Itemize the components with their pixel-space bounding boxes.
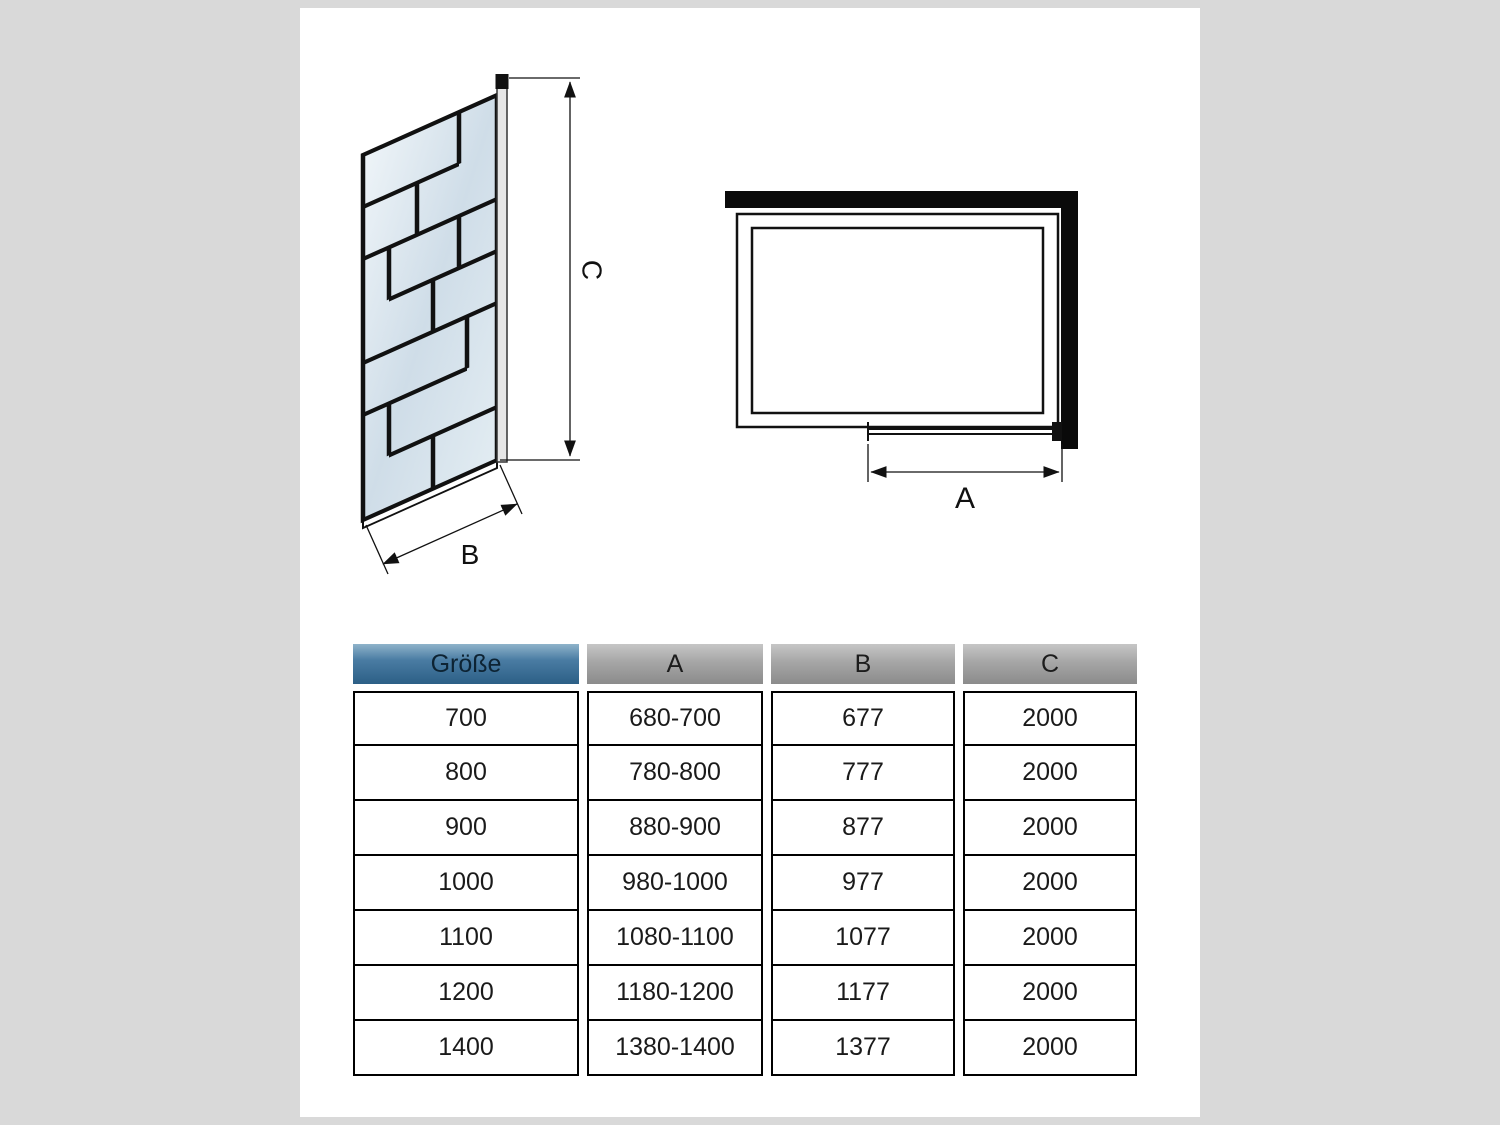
support-bar <box>868 429 1061 434</box>
table-cell: 1080-1100 <box>587 911 763 966</box>
table-cell: 880-900 <box>587 801 763 856</box>
top-wall <box>725 191 1078 208</box>
table-cell: 1077 <box>771 911 955 966</box>
top-view <box>725 191 1078 515</box>
table-cell: 680-700 <box>587 691 763 746</box>
table-cell: 777 <box>771 746 955 801</box>
table-cell: 2000 <box>963 856 1137 911</box>
table-cell: 1100 <box>353 911 579 966</box>
glass-pane <box>363 95 497 520</box>
table-cell: 1377 <box>771 1021 955 1076</box>
table-cell: 1200 <box>353 966 579 1021</box>
table-cell: 780-800 <box>587 746 763 801</box>
dimension-c <box>500 78 580 460</box>
support-bar-wall-bracket <box>1052 422 1062 441</box>
technical-drawing <box>300 8 1200 633</box>
glass-outline-inner <box>752 228 1043 413</box>
table-cell: 700 <box>353 691 579 746</box>
table-cell: 877 <box>771 801 955 856</box>
table-cell: 800 <box>353 746 579 801</box>
table-cell: 1380-1400 <box>587 1021 763 1076</box>
table-cell: 2000 <box>963 746 1137 801</box>
wall-profile-cap <box>496 74 509 89</box>
col-header-a: A <box>587 644 763 684</box>
table-cell: 1177 <box>771 966 955 1021</box>
table-cell: 980-1000 <box>587 856 763 911</box>
right-wall <box>1061 191 1078 449</box>
size-table-header <box>353 644 1137 684</box>
product-sheet-page <box>300 8 1200 1117</box>
table-cell: 900 <box>353 801 579 856</box>
glass-outline-outer <box>737 214 1058 427</box>
size-table <box>353 644 1137 1076</box>
col-header-b: B <box>771 644 955 684</box>
size-table-body <box>353 691 1137 1076</box>
glass-panel-front-view <box>363 74 608 574</box>
table-cell: 677 <box>771 691 955 746</box>
table-cell: 2000 <box>963 911 1137 966</box>
dimension-label-b: B <box>460 539 480 570</box>
table-cell: 2000 <box>963 966 1137 1021</box>
col-header-groesse: Größe <box>353 644 579 684</box>
table-cell: 1000 <box>353 856 579 911</box>
dimension-label-c: C <box>576 259 608 281</box>
table-cell: 1180-1200 <box>587 966 763 1021</box>
wall-profile <box>497 88 507 462</box>
table-cell: 1400 <box>353 1021 579 1076</box>
dimension-a <box>868 444 1062 482</box>
table-cell: 2000 <box>963 1021 1137 1076</box>
table-cell: 2000 <box>963 801 1137 856</box>
col-header-c: C <box>963 644 1137 684</box>
table-cell: 2000 <box>963 691 1137 746</box>
table-cell: 977 <box>771 856 955 911</box>
dimension-label-a: A <box>954 482 976 515</box>
